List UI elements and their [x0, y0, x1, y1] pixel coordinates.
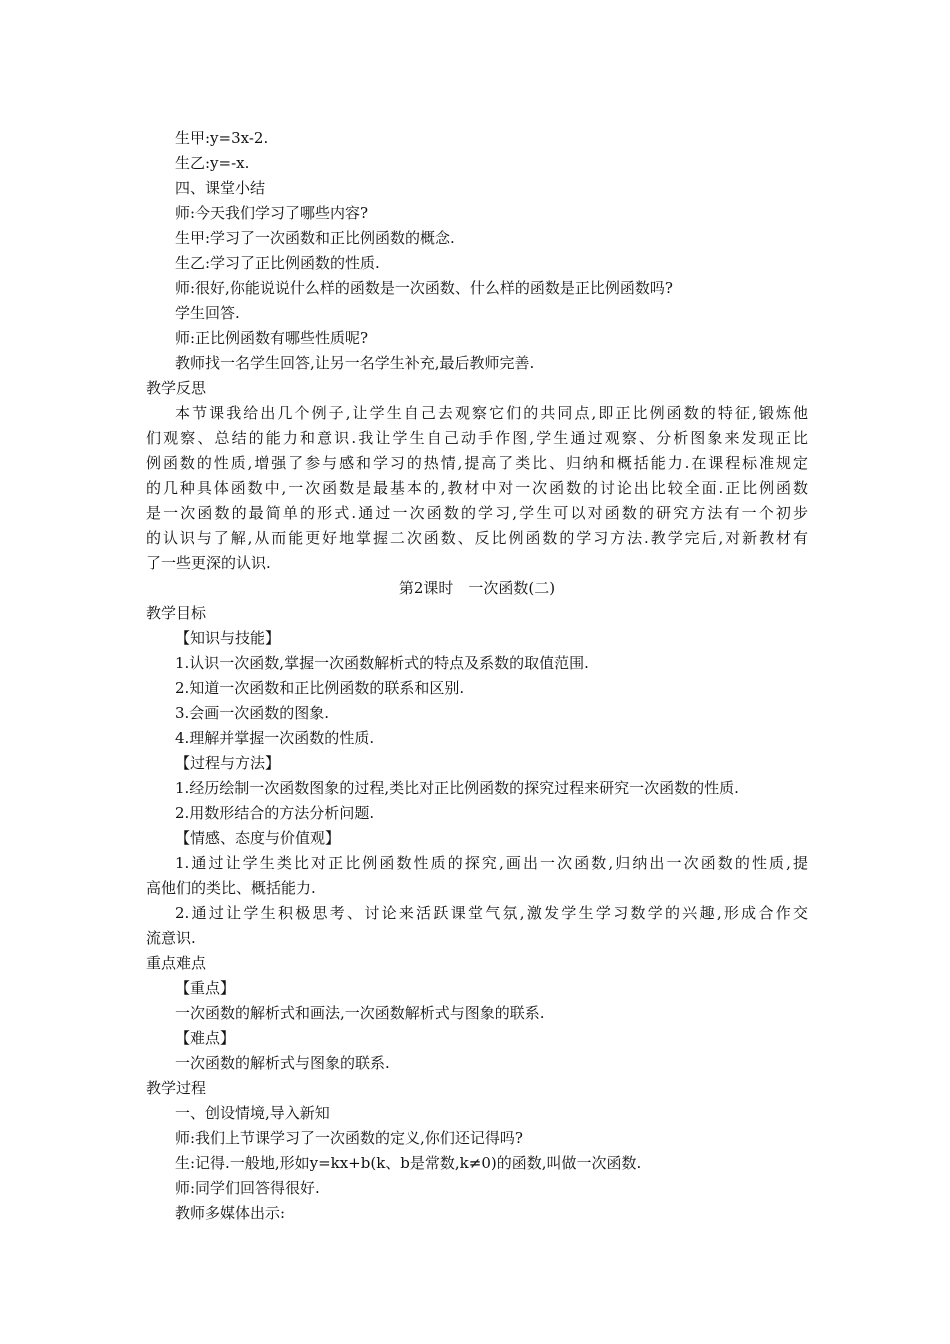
list-item-continuation: 高他们的类比、概括能力.	[146, 879, 316, 897]
paragraph-line: 们观察、总结的能力和意识.我让学生自己动手作图,学生通过观察、分析图象来发现正比	[146, 429, 808, 447]
section-heading: 四、课堂小结	[175, 179, 266, 197]
list-item: 4.理解并掌握一次函数的性质.	[175, 729, 375, 747]
section-heading: 教学过程	[146, 1079, 207, 1097]
text-line: 生甲:学习了一次函数和正比例函数的概念.	[175, 229, 455, 247]
paragraph-line: 的认识与了解,从而能更好地掌握二次函数、反比例函数的学习方法.教学完后,对新教材有	[146, 529, 808, 547]
text-line: 生乙:y=-x.	[175, 154, 250, 172]
paragraph-line: 了一些更深的认识.	[146, 554, 271, 572]
text-line: 师:很好,你能说说什么样的函数是一次函数、什么样的函数是正比例函数吗?	[175, 279, 673, 297]
text-line: 师:今天我们学习了哪些内容?	[175, 204, 369, 222]
text-line: 学生回答.	[175, 304, 240, 322]
section-heading: 重点难点	[146, 954, 207, 972]
subsection-heading: 【难点】	[175, 1029, 236, 1047]
text-line: 师:同学们回答得很好.	[175, 1179, 320, 1197]
text-line: 教师多媒体出示:	[175, 1204, 286, 1222]
subsection-heading: 【知识与技能】	[175, 629, 281, 647]
list-item: 2.知道一次函数和正比例函数的联系和区别.	[175, 679, 465, 697]
list-item: 1.通过让学生类比对正比例函数性质的探究,画出一次函数,归纳出一次函数的性质,提	[175, 854, 808, 872]
subsection-heading: 【过程与方法】	[175, 754, 281, 772]
paragraph-line: 是一次函数的最简单的形式.通过一次函数的学习,学生可以对函数的研究方法有一个初步	[146, 504, 808, 522]
section-heading: 教学反思	[146, 379, 207, 397]
list-item: 1.认识一次函数,掌握一次函数解析式的特点及系数的取值范围.	[175, 654, 589, 672]
subsection-heading: 【情感、态度与价值观】	[175, 829, 341, 847]
text-line: 一次函数的解析式和画法,一次函数解析式与图象的联系.	[175, 1004, 545, 1022]
paragraph-line: 本节课我给出几个例子,让学生自己去观察它们的共同点,即正比例函数的特征,锻炼他	[175, 404, 808, 422]
text-line: 师:正比例函数有哪些性质呢?	[175, 329, 369, 347]
section-heading: 教学目标	[146, 604, 207, 622]
list-item-continuation: 流意识.	[146, 929, 196, 947]
list-item: 1.经历绘制一次函数图象的过程,类比对正比例函数的探究过程来研究一次函数的性质.	[175, 779, 739, 797]
subsection-heading: 一、创设情境,导入新知	[175, 1104, 330, 1122]
text-line: 生甲:y=3x-2.	[175, 129, 269, 147]
list-item: 3.会画一次函数的图象.	[175, 704, 330, 722]
text-line: 生乙:学习了正比例函数的性质.	[175, 254, 380, 272]
text-line: 师:我们上节课学习了一次函数的定义,你们还记得吗?	[175, 1129, 523, 1147]
list-item: 2.通过让学生积极思考、讨论来活跃课堂气氛,激发学生学习数学的兴趣,形成合作交	[175, 904, 808, 922]
lesson-title: 第2课时 一次函数(二)	[398, 579, 556, 597]
text-line: 教师找一名学生回答,让另一名学生补充,最后教师完善.	[175, 354, 535, 372]
paragraph-line: 的几种具体函数中,一次函数是最基本的,教材中对一次函数的讨论出比较全面.正比例函数	[146, 479, 808, 497]
paragraph-line: 例函数的性质,增强了参与感和学习的热情,提高了类比、归纳和概括能力.在课程标准规定	[146, 454, 808, 472]
list-item: 2.用数形结合的方法分析问题.	[175, 804, 375, 822]
subsection-heading: 【重点】	[175, 979, 236, 997]
text-line: 生:记得.一般地,形如y=kx+b(k、b是常数,k≠0)的函数,叫做一次函数.	[175, 1154, 642, 1172]
text-line: 一次函数的解析式与图象的联系.	[175, 1054, 390, 1072]
